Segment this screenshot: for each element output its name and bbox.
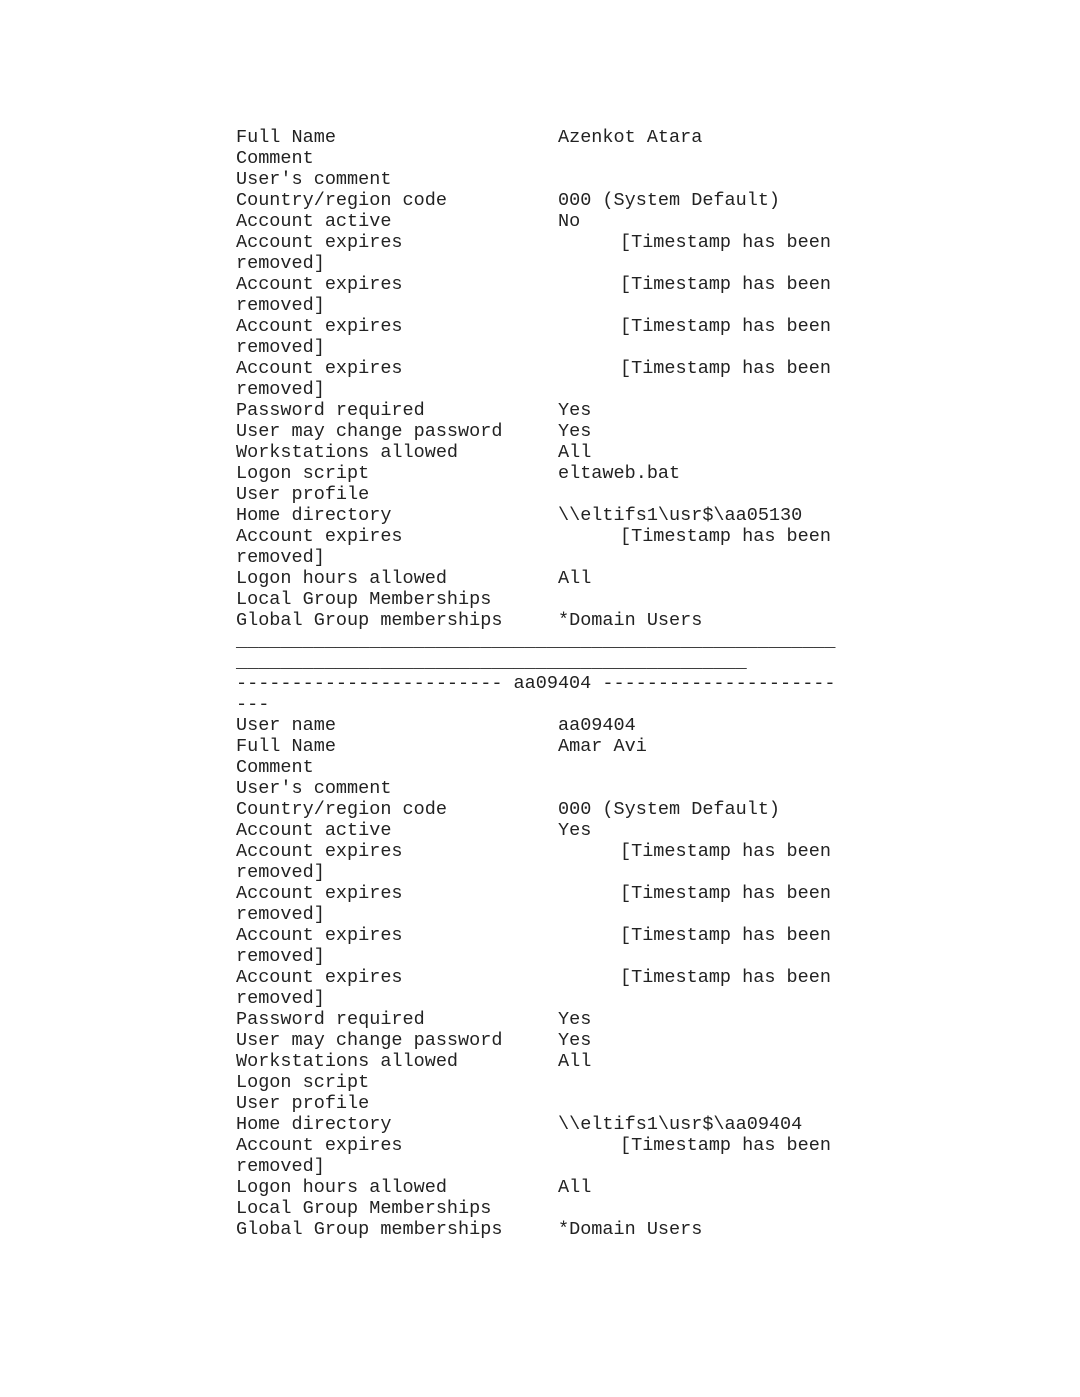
user-record [236,631,856,1240]
field-label: User profile [236,484,370,505]
field-value-continuation [236,547,856,568]
field-value: Yes [558,400,592,421]
field-value: eltaweb.bat [558,463,681,484]
field-row [236,1009,856,1030]
field-value-continuation [236,379,856,400]
field-label: Workstations allowed [236,442,459,463]
field-row [236,484,856,505]
field-row [236,610,856,631]
field-row [236,1030,856,1051]
field-label: User profile [236,1093,370,1114]
field-row [236,967,856,988]
field-label: Country/region code [236,799,447,820]
separator-line: ______________________________________________ [236,652,747,673]
field-row [236,148,856,169]
field-label: User name [236,715,336,736]
field-value: No [558,211,581,232]
field-row [236,421,856,442]
field-value-wrap: removed] [236,1156,325,1177]
field-value-continuation [236,988,856,1009]
field-value: All [558,1177,592,1198]
field-label: Local Group Memberships [236,589,492,610]
field-value-continuation [236,1156,856,1177]
field-label: Password required [236,1009,425,1030]
field-label: Full Name [236,127,336,148]
field-value: [Timestamp has been [620,883,831,904]
field-label: Password required [236,400,425,421]
field-row [236,316,856,337]
field-value: Yes [558,820,592,841]
field-row [236,799,856,820]
field-label: Comment [236,757,314,778]
field-value-continuation [236,295,856,316]
field-value: Azenkot Atara [558,127,703,148]
field-value: Amar Avi [558,736,647,757]
field-row [236,841,856,862]
field-label: Account expires [236,883,403,904]
field-row [236,925,856,946]
field-row [236,232,856,253]
field-value-wrap: removed] [236,946,325,967]
field-label: Full Name [236,736,336,757]
field-label: Home directory [236,1114,392,1135]
field-value: *Domain Users [558,1219,703,1240]
field-value: *Domain Users [558,610,703,631]
field-value: All [558,1051,592,1072]
field-value: Yes [558,421,592,442]
field-row [236,757,856,778]
field-value: [Timestamp has been [620,925,831,946]
field-row [236,1114,856,1135]
field-row [236,1072,856,1093]
field-value: 000 (System Default) [558,190,781,211]
field-row [236,442,856,463]
field-row [236,505,856,526]
field-label: Account expires [236,841,403,862]
field-label: Account expires [236,232,403,253]
field-label: User may change password [236,1030,503,1051]
field-label: Comment [236,148,314,169]
field-row [236,589,856,610]
field-value: \\eltifs1\usr$\aa09404 [558,1114,803,1135]
field-value-continuation [236,862,856,883]
field-row [236,1219,856,1240]
field-value-continuation [236,946,856,967]
field-value-wrap: removed] [236,862,325,883]
field-value-continuation [236,253,856,274]
field-value-wrap: removed] [236,904,325,925]
field-row [236,1198,856,1219]
field-row [236,736,856,757]
field-value: [Timestamp has been [620,967,831,988]
field-value-continuation [236,337,856,358]
field-value-wrap: removed] [236,295,325,316]
field-row [236,190,856,211]
field-value: Yes [558,1030,592,1051]
field-row [236,1135,856,1156]
field-label: Global Group memberships [236,610,503,631]
field-value: 000 (System Default) [558,799,781,820]
field-label: User's comment [236,778,392,799]
field-value-wrap: removed] [236,253,325,274]
field-label: Account expires [236,526,403,547]
separator-line: ------------------------ aa09404 --------------------- [236,673,836,694]
field-label: Logon script [236,463,370,484]
field-value: [Timestamp has been [620,316,831,337]
field-row [236,274,856,295]
field-label: Home directory [236,505,392,526]
field-row [236,820,856,841]
field-row [236,568,856,589]
field-row [236,358,856,379]
field-label: Account expires [236,358,403,379]
field-label: User may change password [236,421,503,442]
field-value: aa09404 [558,715,636,736]
document-body [236,127,856,1240]
field-label: Account expires [236,316,403,337]
field-value-wrap: removed] [236,547,325,568]
field-row [236,463,856,484]
field-value: All [558,568,592,589]
field-label: Global Group memberships [236,1219,503,1240]
field-value: [Timestamp has been [620,232,831,253]
field-label: Account active [236,211,392,232]
field-row [236,715,856,736]
field-label: Workstations allowed [236,1051,459,1072]
field-value-wrap: removed] [236,379,325,400]
field-label: Logon hours allowed [236,568,447,589]
field-row [236,400,856,421]
field-row [236,883,856,904]
field-label: Account expires [236,925,403,946]
field-value: \\eltifs1\usr$\aa05130 [558,505,803,526]
field-label: Local Group Memberships [236,1198,492,1219]
field-label: Account active [236,820,392,841]
field-row [236,526,856,547]
field-value: [Timestamp has been [620,1135,831,1156]
field-row [236,1093,856,1114]
field-label: Account expires [236,1135,403,1156]
field-row [236,127,856,148]
field-row [236,169,856,190]
field-value-wrap: removed] [236,337,325,358]
separator-line: ______________________________________________________ [236,631,836,652]
field-row [236,211,856,232]
field-label: Logon script [236,1072,370,1093]
field-label: Logon hours allowed [236,1177,447,1198]
user-record [236,127,856,631]
field-value: [Timestamp has been [620,274,831,295]
field-row [236,1051,856,1072]
field-value-continuation [236,904,856,925]
field-value: [Timestamp has been [620,526,831,547]
field-label: User's comment [236,169,392,190]
field-value: [Timestamp has been [620,358,831,379]
separator-line: --- [236,694,270,715]
field-value: [Timestamp has been [620,841,831,862]
field-label: Account expires [236,274,403,295]
field-row [236,1177,856,1198]
field-row [236,778,856,799]
field-label: Country/region code [236,190,447,211]
field-value-wrap: removed] [236,988,325,1009]
field-label: Account expires [236,967,403,988]
field-value: Yes [558,1009,592,1030]
field-value: All [558,442,592,463]
